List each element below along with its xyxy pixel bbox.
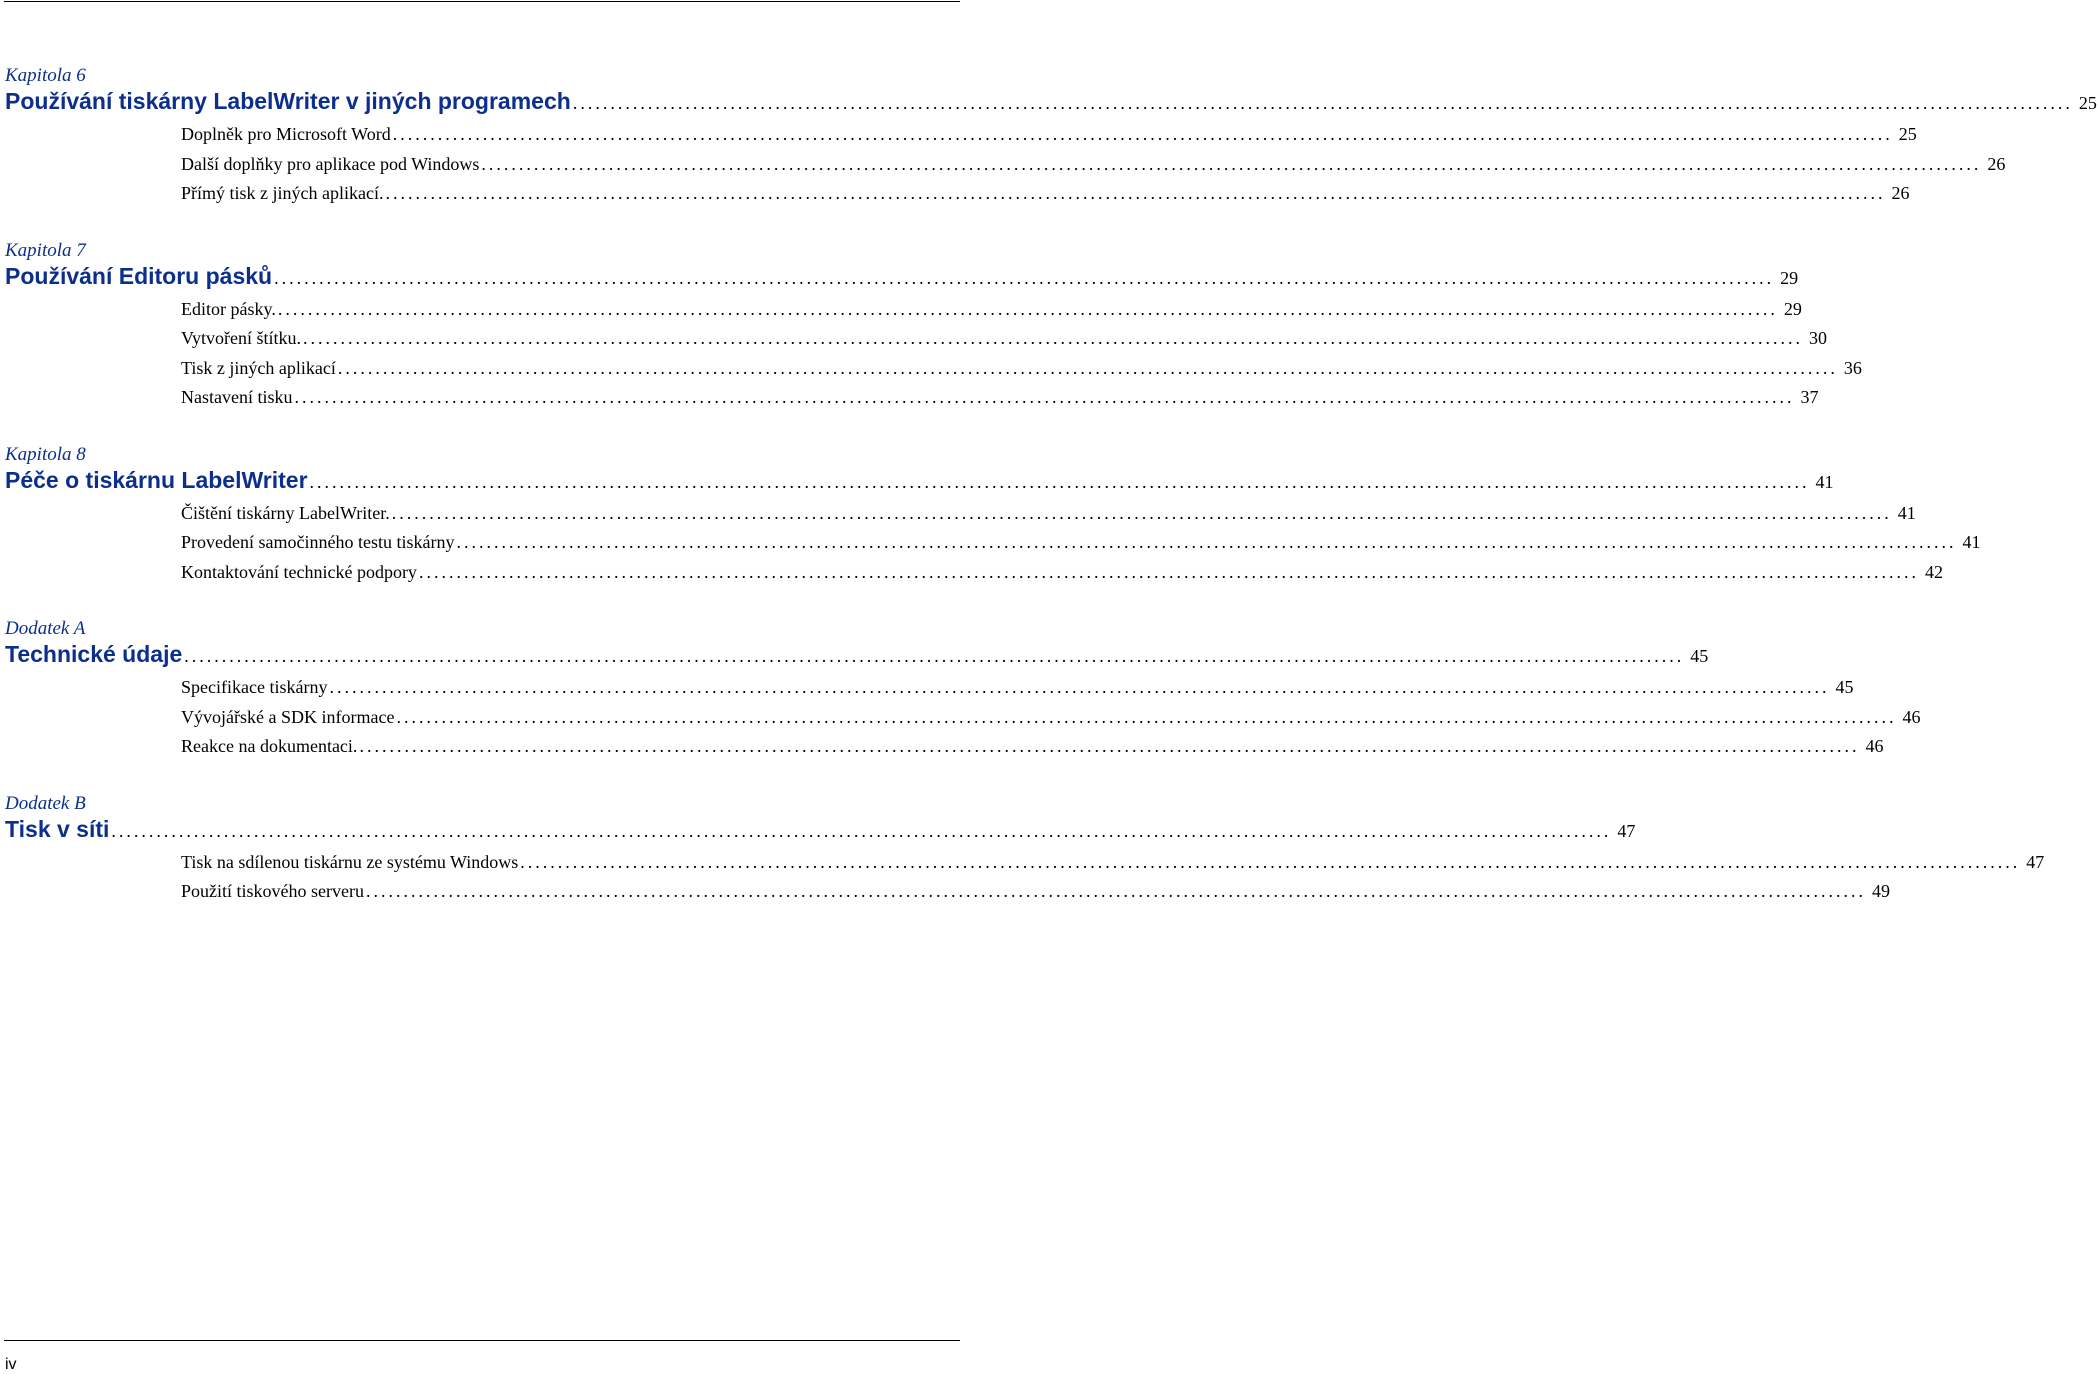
dot-leader: ........................................................................................................................................................................................................ [365,881,1866,901]
toc-entry-section[interactable] [181,881,1890,911]
chapter-label: Kapitola 7 [5,239,86,261]
toc-entry-section[interactable] [181,328,1827,358]
page-number: 45 [1835,677,1854,697]
chapter-label: Dodatek A [5,618,86,639]
toc-entry-section[interactable] [181,183,1910,213]
section-title: Čištění tiskárny LabelWriter. [181,502,390,523]
chapter-title: Péče o tiskárnu LabelWriter [5,466,308,493]
page-number: 41 [1962,532,1981,552]
dot-leader: ........................................................................................................................................................................................................ [481,153,1982,174]
dot-leader: ........................................................................................................................................................................................................ [309,471,1810,492]
page-number: 37 [1800,387,1819,407]
page-number: 30 [1809,328,1827,348]
section-title: Kontaktování technické podpory [181,561,417,582]
toc-entry-section[interactable] [181,124,1917,154]
section-title: Provedení samočinného testu tiskárny [181,532,455,552]
page-number: 45 [1690,646,1709,666]
page-number: 47 [2026,851,2045,872]
dot-leader: ........................................................................................................................................................................................................ [396,706,1897,727]
section-title: Tisk na sdílenou tiskárnu ze systému Windows [181,851,519,872]
page-number: 25 [2078,93,2097,113]
dot-leader: ........................................................................................................................................................................................................ [392,124,1893,144]
toc-entry-section[interactable] [181,298,1802,329]
toc-entry-chapter[interactable] [5,88,2097,120]
top-rule [4,1,960,2]
toc-entry-section[interactable] [181,706,1921,737]
section-title: Editor pásky. [181,298,276,319]
toc-entry-chapter[interactable] [5,466,1834,499]
section-title: Doplněk pro Microsoft Word [181,124,391,144]
dot-leader: ........................................................................................................................................................................................................ [418,561,1919,582]
toc-chapter [5,792,2045,911]
page-number: 26 [1987,153,2006,174]
toc-chapter [5,443,1981,592]
table-of-contents [5,64,2097,937]
section-title: Další doplňky pro aplikace pod Windows [181,153,480,174]
dot-leader: ........................................................................................................................................................................................................ [359,736,1860,756]
toc-entry-chapter[interactable] [5,641,1709,673]
chapter-label: Kapitola 8 [5,443,86,465]
toc-entry-section[interactable] [181,851,2045,882]
chapter-title: Technické údaje [5,641,183,667]
dot-leader: ........................................................................................................................................................................................................ [274,267,1775,288]
dot-leader: ........................................................................................................................................................................................................ [329,677,1830,697]
section-title: Vývojářské a SDK informace [181,706,395,727]
page-number: 29 [1780,267,1799,288]
toc-entry-section[interactable] [181,736,1884,766]
toc-entry-section[interactable] [181,153,2006,184]
footer-page-number: iv [5,1356,17,1373]
chapter-title: Používání tiskárny LabelWriter v jiných programech [5,88,571,114]
page-number: 25 [1898,124,1917,144]
page-number: 46 [1902,706,1921,727]
page-number: 26 [1891,183,1910,203]
chapter-label: Dodatek B [5,792,86,814]
dot-leader: ........................................................................................................................................................................................................ [520,851,2021,872]
dot-leader: ........................................................................................................................................................................................................ [303,328,1803,348]
dot-leader: ........................................................................................................................................................................................................ [111,820,1612,841]
toc-entry-chapter[interactable] [5,815,1636,848]
dot-leader: ........................................................................................................................................................................................................ [385,183,1886,203]
section-title: Vytvoření štítku. [181,328,301,348]
page-number: 29 [1783,298,1802,319]
chapter-title: Používání Editoru pásků [5,262,273,289]
page-number: 41 [1815,471,1834,492]
bottom-rule [4,1340,960,1341]
dot-leader: ........................................................................................................................................................................................................ [456,532,1957,552]
toc-entry-section[interactable] [181,357,1862,388]
chapter-label: Kapitola 6 [5,65,86,86]
page-number: 46 [1865,736,1884,756]
section-title: Specifikace tiskárny [181,677,328,697]
page-number: 36 [1843,357,1862,378]
section-title: Reakce na dokumentaci. [181,736,358,756]
dot-leader: ........................................................................................................................................................................................................ [294,387,1795,407]
dot-leader: ........................................................................................................................................................................................................ [572,93,2073,113]
page-number: 42 [1924,561,1943,582]
toc-entry-section[interactable] [181,387,1819,417]
toc-entry-section[interactable] [181,561,1943,592]
section-title: Nastavení tisku [181,387,293,407]
page-number: 41 [1897,502,1916,523]
toc-entry-chapter[interactable] [5,262,1799,295]
dot-leader: ........................................................................................................................................................................................................ [391,502,1892,523]
toc-chapter [5,64,2097,213]
page-number: 47 [1617,820,1636,841]
dot-leader: ........................................................................................................................................................................................................ [337,357,1838,378]
toc-chapter [5,617,1921,766]
section-title: Tisk z jiných aplikací [181,357,336,378]
section-title: Použití tiskového serveru [181,881,364,901]
section-title: Přímý tisk z jiných aplikací. [181,183,384,203]
toc-chapter [5,239,1862,417]
toc-entry-section[interactable] [181,677,1854,707]
chapter-title: Tisk v síti [5,815,110,842]
dot-leader: ........................................................................................................................................................................................................ [184,646,1685,666]
toc-entry-section[interactable] [181,502,1916,533]
page-number: 49 [1871,881,1890,901]
dot-leader: ........................................................................................................................................................................................................ [277,298,1778,319]
toc-entry-section[interactable] [181,532,1981,562]
